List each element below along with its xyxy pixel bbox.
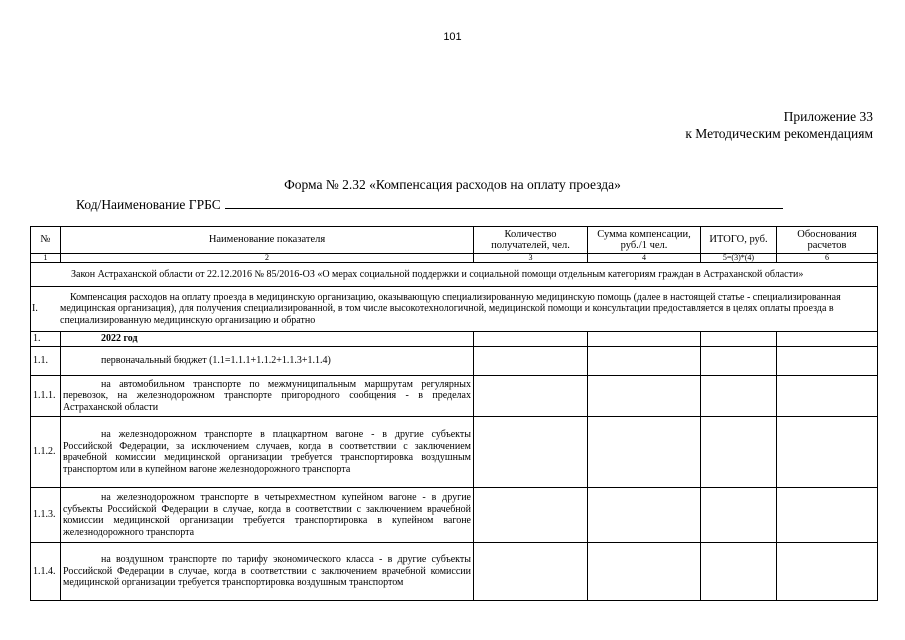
- row-indicator-name: на воздушном транспорте по тарифу экономического класса - в другие субъекты Российской Федерации в случае, когда в соответствии с заключением врачебной комиссии медицинской организации требуется транспортировка воздушным транспортом: [61, 543, 474, 601]
- appendix-line-1: Приложение 33: [783, 109, 873, 124]
- row-total[interactable]: [701, 332, 777, 347]
- row-indicator-name: на железнодорожном транспорте в плацкартном вагоне - в другие субъекты Российской Федерации, за исключением случаев, когда в соответствии с заключением врачебной комиссии медицинской организации требуется транспортировка воздушным транспортом или в купейном вагоне железнодорожного транспорта: [61, 417, 474, 488]
- appendix-line-2: к Методическим рекомендациям: [685, 126, 873, 141]
- section-text: Компенсация расходов на оплату проезда в медицинскую организацию, оказывающую специализированную медицинскую помощь (далее в настоящей статье - специализированная медицинская организация), для получения специализированной, в том числе высокотехнологичной, медицинской помощи и консультации предоставляется в целях оплаты проезда в специализированную медицинскую организацию и обратно: [60, 291, 841, 326]
- row-total[interactable]: [701, 417, 777, 488]
- table-body: [31, 332, 878, 601]
- section-number: I.: [32, 303, 38, 315]
- column-number: 1: [31, 254, 61, 263]
- row-compensation-sum[interactable]: [588, 543, 701, 601]
- table-row: [31, 347, 878, 376]
- row-total[interactable]: [701, 488, 777, 543]
- table-row: [31, 543, 878, 601]
- column-number: 6: [777, 254, 878, 263]
- header-total: ИТОГО, руб.: [701, 227, 777, 254]
- table-row: [31, 488, 878, 543]
- table-row: [31, 332, 878, 347]
- row-calculation-basis[interactable]: [777, 332, 878, 347]
- row-compensation-sum[interactable]: [588, 347, 701, 376]
- law-row: [31, 263, 878, 287]
- row-number: 1.1.3.: [31, 488, 61, 543]
- row-calculation-basis[interactable]: [777, 376, 878, 417]
- row-number: 1.1.4.: [31, 543, 61, 601]
- header-calculation-basis: Обоснования расчетов: [777, 227, 878, 254]
- row-total[interactable]: [701, 347, 777, 376]
- table-row: [31, 376, 878, 417]
- header-number: №: [31, 227, 61, 254]
- row-calculation-basis[interactable]: [777, 417, 878, 488]
- grbs-field: [76, 196, 800, 213]
- table-row: [31, 417, 878, 488]
- compensation-table: [30, 226, 878, 601]
- section-row: [31, 287, 878, 332]
- header-indicator-name: Наименование показателя: [61, 227, 474, 254]
- header-recipients-count: Количество получателей, чел.: [474, 227, 588, 254]
- row-number: 1.1.1.: [31, 376, 61, 417]
- row-total[interactable]: [701, 543, 777, 601]
- row-total[interactable]: [701, 376, 777, 417]
- row-recipients-count[interactable]: [474, 332, 588, 347]
- row-number: 1.1.: [31, 347, 61, 376]
- row-number: 1.1.2.: [31, 417, 61, 488]
- row-calculation-basis[interactable]: [777, 488, 878, 543]
- table-header-row: [31, 227, 878, 254]
- row-calculation-basis[interactable]: [777, 347, 878, 376]
- row-indicator-name: на автомобильном транспорте по межмуниципальным маршрутам регулярных перевозок, на железнодорожном транспорте пригородного сообщения - в пределах Астраханской области: [61, 376, 474, 417]
- row-number: 1.: [31, 332, 61, 347]
- row-indicator-name: первоначальный бюджет (1.1=1.1.1+1.1.2+1.1.3+1.1.4): [61, 347, 474, 376]
- column-number: 2: [61, 254, 474, 263]
- row-recipients-count[interactable]: [474, 488, 588, 543]
- row-compensation-sum[interactable]: [588, 376, 701, 417]
- appendix-caption: [685, 108, 873, 142]
- form-title: Форма № 2.32 «Компенсация расходов на оплату проезда»: [284, 177, 621, 192]
- row-recipients-count[interactable]: [474, 417, 588, 488]
- column-number: 5=(3)*(4): [701, 254, 777, 263]
- row-recipients-count[interactable]: [474, 347, 588, 376]
- column-number-row: [31, 254, 878, 263]
- header-compensation-sum: Сумма компенсации, руб./1 чел.: [588, 227, 701, 254]
- row-compensation-sum[interactable]: [588, 332, 701, 347]
- page-number: 101: [443, 31, 462, 43]
- grbs-label: Код/Наименование ГРБС: [76, 197, 221, 212]
- row-calculation-basis[interactable]: [777, 543, 878, 601]
- row-compensation-sum[interactable]: [588, 417, 701, 488]
- column-number: 3: [474, 254, 588, 263]
- row-recipients-count[interactable]: [474, 543, 588, 601]
- row-indicator-name: на железнодорожном транспорте в четырехместном купейном вагоне - в другие субъекты Российской Федерации в случае, когда в соответствии с заключением врачебной комиссии медицинской организации требуется транспортировка в купейном вагоне железнодорожного транспорта: [61, 488, 474, 543]
- row-indicator-name: 2022 год: [61, 332, 474, 347]
- row-compensation-sum[interactable]: [588, 488, 701, 543]
- grbs-blank-line: [225, 196, 783, 209]
- row-recipients-count[interactable]: [474, 376, 588, 417]
- law-text: Закон Астраханской области от 22.12.2016 № 85/2016-ОЗ «О мерах социальной поддержки и социальной помощи отдельным категориям граждан в Астраханской области»: [31, 263, 878, 287]
- column-number: 4: [588, 254, 701, 263]
